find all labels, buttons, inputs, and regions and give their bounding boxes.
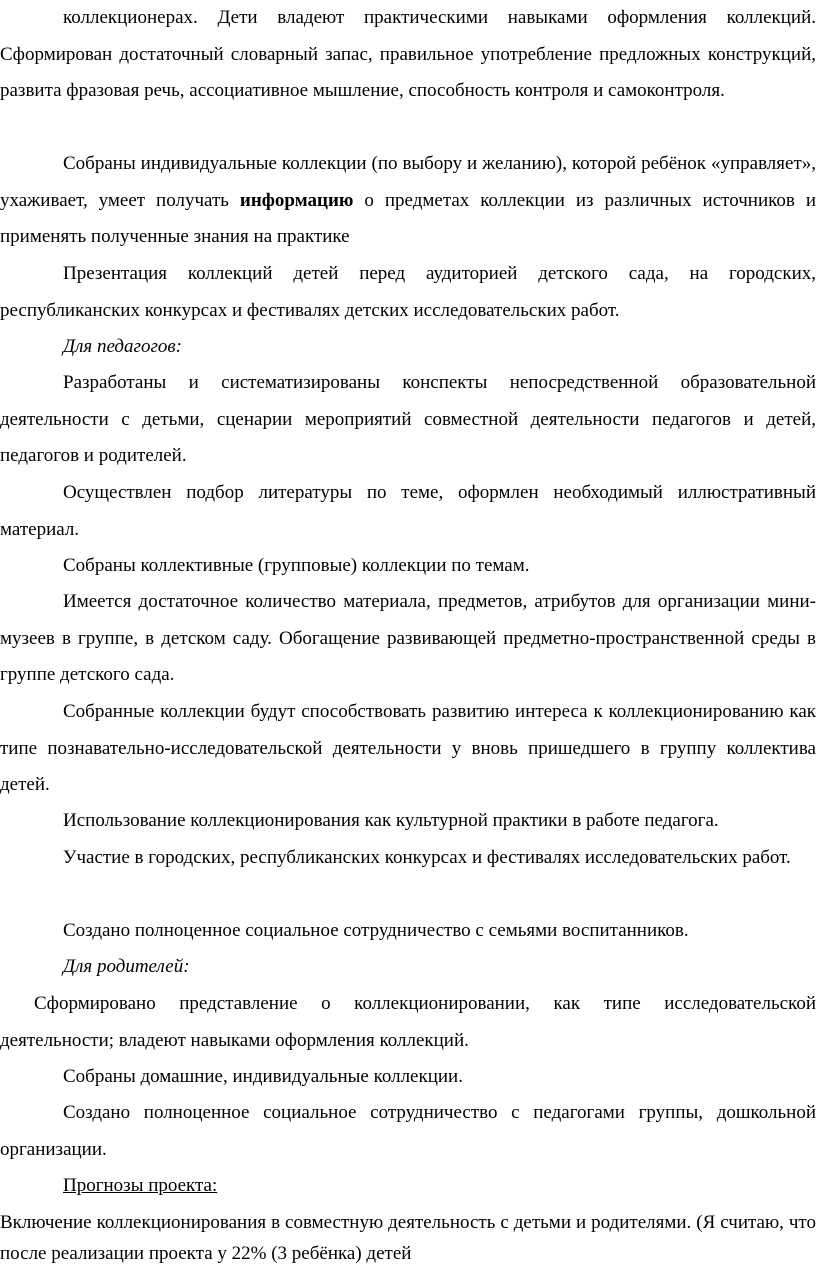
paragraph-cooperation-teachers: Создано полноценное социальное сотрудничество с педагогами группы, дошкольной организации.	[0, 1102, 816, 1160]
paragraph-individual-collections	[0, 146, 816, 256]
paragraph-presentation: Презентация коллекций детей перед аудиторией детского сада, на городских, республиканских конкурсах и фестивалях детских исследовательских работ.	[0, 263, 816, 321]
heading-forecast-wrap	[0, 1168, 816, 1205]
paragraph-cooperation-families: Создано полноценное социальное сотрудничество с семьями воспитанников.	[63, 920, 689, 941]
paragraph-developed-notes: Разработаны и систематизированы конспекты непосредственной образовательной деятельности с детьми, сценарии мероприятий совместной деятельности педагогов и детей, педагогов и родителей.	[0, 372, 816, 466]
paragraph-inclusion: Включение коллекционирования в совместную деятельность с детьми и родителями. (Я считаю, что после реализации проекта у 22% (3 ребёнка) детей	[0, 1212, 816, 1264]
text-segment: Собраны индивидуальные коллекции (по выбору и желанию), которой ребёнок «управляет», ухаживает, умеет получать	[0, 153, 816, 211]
heading-project-forecast: Прогнозы проекта:	[63, 1175, 218, 1196]
paragraph-contests: Участие в городских, республиканских конкурсах и фестивалях исследовательских работ.	[63, 847, 791, 868]
paragraph-children-skills: коллекционерах. Дети владеют практическими навыками оформления коллекций. Сформирован достаточный словарный запас, правильное употребление предложных конструкций, развита фразовая речь, ассоциативное мышление, способность контроля и самоконтроля.	[0, 7, 816, 101]
paragraph-interest: Собранные коллекции будут способствовать развитию интереса к коллекционированию как типе познавательно-исследовательской деятельности у вновь пришедшего в группу коллектива детей.	[0, 701, 816, 795]
text-segment: о предметах коллекции из различных источников и применять полученные знания на практике	[0, 189, 816, 247]
paragraph-literature: Осуществлен подбор литературы по теме, оформлен необходимый иллюстративный материал.	[0, 482, 816, 540]
paragraph-group-collections: Собраны коллективные (групповые) коллекции по темам.	[63, 555, 530, 576]
paragraph-understanding: Сформировано представление о коллекционировании, как типе исследовательской деятельности; владеют навыками оформления коллекций.	[0, 993, 816, 1051]
paragraph-cultural-practice: Использование коллекционирования как культурной практики в работе педагога.	[63, 810, 719, 831]
bold-word: информацию	[239, 189, 354, 211]
paragraph-home-collections: Собраны домашние, индивидуальные коллекции.	[63, 1066, 463, 1087]
heading-for-teachers: Для педагогов:	[63, 336, 182, 357]
heading-for-parents: Для родителей:	[63, 956, 190, 977]
paragraph-materials: Имеется достаточное количество материала, предметов, атрибутов для организации мини-музеев в группе, в детском саду. Обогащение развивающей предметно-пространственной среды в группе детского сада.	[0, 591, 816, 685]
